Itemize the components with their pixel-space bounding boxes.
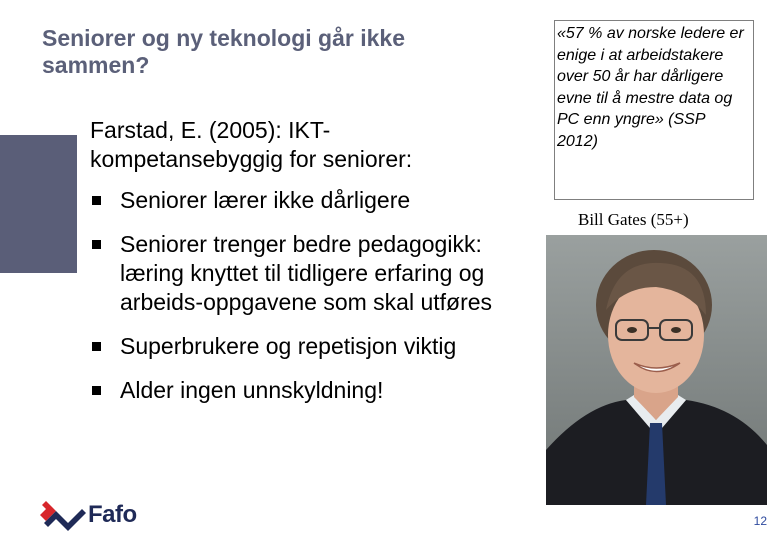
slide-title: Seniorer og ny teknologi går ikke sammen?	[42, 25, 405, 78]
side-accent-bar	[0, 135, 77, 273]
square-bullet-icon	[92, 240, 101, 249]
fafo-logo-icon	[30, 497, 86, 537]
bullet-item	[90, 230, 520, 317]
photo-caption: Bill Gates (55+)	[578, 210, 689, 229]
bullet-text: Seniorer lærer ikke dårligere	[120, 187, 411, 213]
bullet-text: Alder ingen unnskyldning!	[120, 377, 384, 403]
bullet-item	[90, 376, 520, 405]
quote-box: «57 % av norske ledere er enige i at arbeidstakere over 50 år har dårligere evne til å mestre data og PC enn yngre» (SSP 2012)	[554, 20, 754, 200]
fafo-logo	[30, 497, 160, 537]
bullet-item	[90, 332, 520, 361]
square-bullet-icon	[92, 386, 101, 395]
page-number: 12	[753, 514, 767, 528]
portrait-illustration	[546, 235, 767, 505]
square-bullet-icon	[92, 342, 101, 351]
fafo-logo-text: Fafo	[88, 501, 137, 528]
bullet-text: Seniorer trenger bedre pedagogikk: læring knyttet til tidligere erfaring og arbeids-oppgavene som skal utføres	[120, 231, 493, 315]
bullet-item	[90, 186, 520, 215]
bullet-list	[90, 186, 520, 420]
portrait-photo	[546, 235, 767, 505]
bullet-text: Superbrukere og repetisjon viktig	[120, 333, 457, 359]
reference-lead: Farstad, E. (2005): IKT-kompetansebyggig for seniorer:	[90, 117, 413, 172]
square-bullet-icon	[92, 196, 101, 205]
